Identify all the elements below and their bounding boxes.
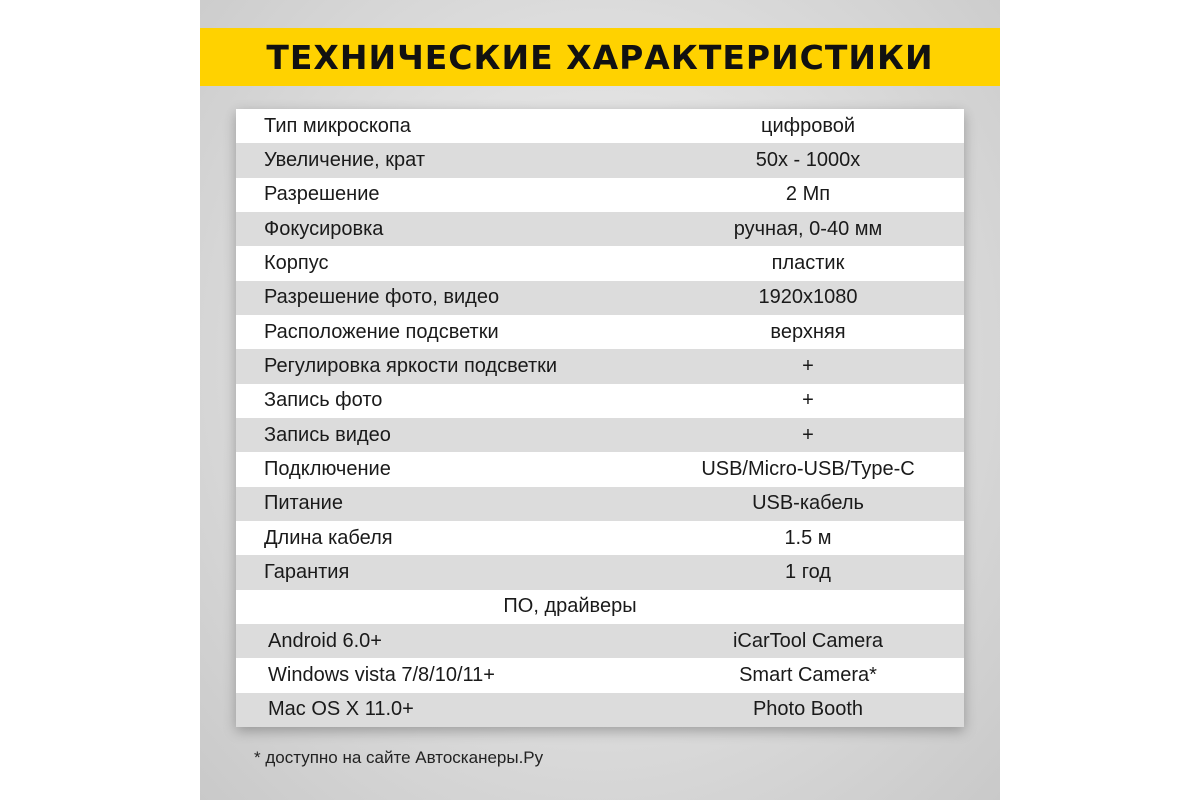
spec-label: Расположение подсветки [264, 320, 499, 343]
spec-value: 2 Мп [785, 183, 831, 206]
spec-label: Увеличение, крат [264, 148, 425, 171]
title-banner [200, 28, 1000, 86]
table-row [236, 693, 964, 727]
spec-label: Подключение [264, 457, 391, 480]
page-title: ТЕХНИЧЕСКИЕ ХАРАКТЕРИСТИКИ [266, 37, 934, 77]
spec-value: USB-кабель [752, 492, 864, 515]
software-app: Photo Booth [752, 698, 864, 721]
software-platform: Android 6.0+ [268, 629, 382, 652]
table-row [236, 246, 964, 280]
spec-label: Гарантия [264, 560, 350, 583]
spec-sheet [200, 0, 1000, 800]
software-header-row [236, 590, 964, 624]
spec-label: Разрешение фото, видео [264, 286, 500, 309]
spec-label: Корпус [264, 251, 329, 274]
spec-label: Питание [264, 492, 343, 515]
spec-table [236, 109, 964, 727]
table-row [236, 384, 964, 418]
spec-label: Регулировка яркости подсветки [264, 354, 558, 377]
table-row [236, 658, 964, 692]
table-row [236, 624, 964, 658]
spec-value: + [802, 389, 814, 412]
table-row [236, 143, 964, 177]
spec-label: Запись видео [264, 423, 391, 446]
spec-value: ручная, 0-40 мм [733, 217, 883, 240]
table-row [236, 109, 964, 143]
spec-value: USB/Micro-USB/Type-C [701, 457, 915, 480]
software-platform: Mac OS X 11.0+ [268, 698, 414, 721]
software-app: iCarTool Camera [732, 629, 884, 652]
spec-label: Тип микроскопа [264, 114, 411, 137]
table-row [236, 487, 964, 521]
table-row [236, 555, 964, 589]
footnote: * доступно на сайте Автосканеры.Ру [254, 748, 544, 767]
spec-value: цифровой [760, 114, 856, 137]
spec-value: пластик [771, 251, 845, 274]
spec-value: + [802, 423, 814, 446]
table-row [236, 281, 964, 315]
software-app: Smart Camera* [739, 663, 877, 686]
table-row [236, 212, 964, 246]
spec-label: Запись фото [264, 389, 383, 412]
table-row [236, 349, 964, 383]
spec-value: + [802, 354, 814, 377]
table-row [236, 315, 964, 349]
table-row [236, 452, 964, 486]
spec-label: Фокусировка [264, 217, 384, 240]
spec-value: 50x - 1000x [755, 148, 861, 171]
spec-value: 1920x1080 [758, 286, 858, 309]
spec-label: Длина кабеля [264, 526, 393, 549]
software-platform: Windows vista 7/8/10/11+ [268, 663, 495, 686]
spec-value: верхняя [770, 320, 846, 343]
spec-value: 1.5 м [784, 526, 832, 549]
software-header: ПО, драйверы [503, 595, 637, 618]
table-row [236, 521, 964, 555]
table-row [236, 418, 964, 452]
spec-label: Разрешение [264, 183, 380, 206]
table-row [236, 178, 964, 212]
spec-value: 1 год [785, 560, 831, 583]
